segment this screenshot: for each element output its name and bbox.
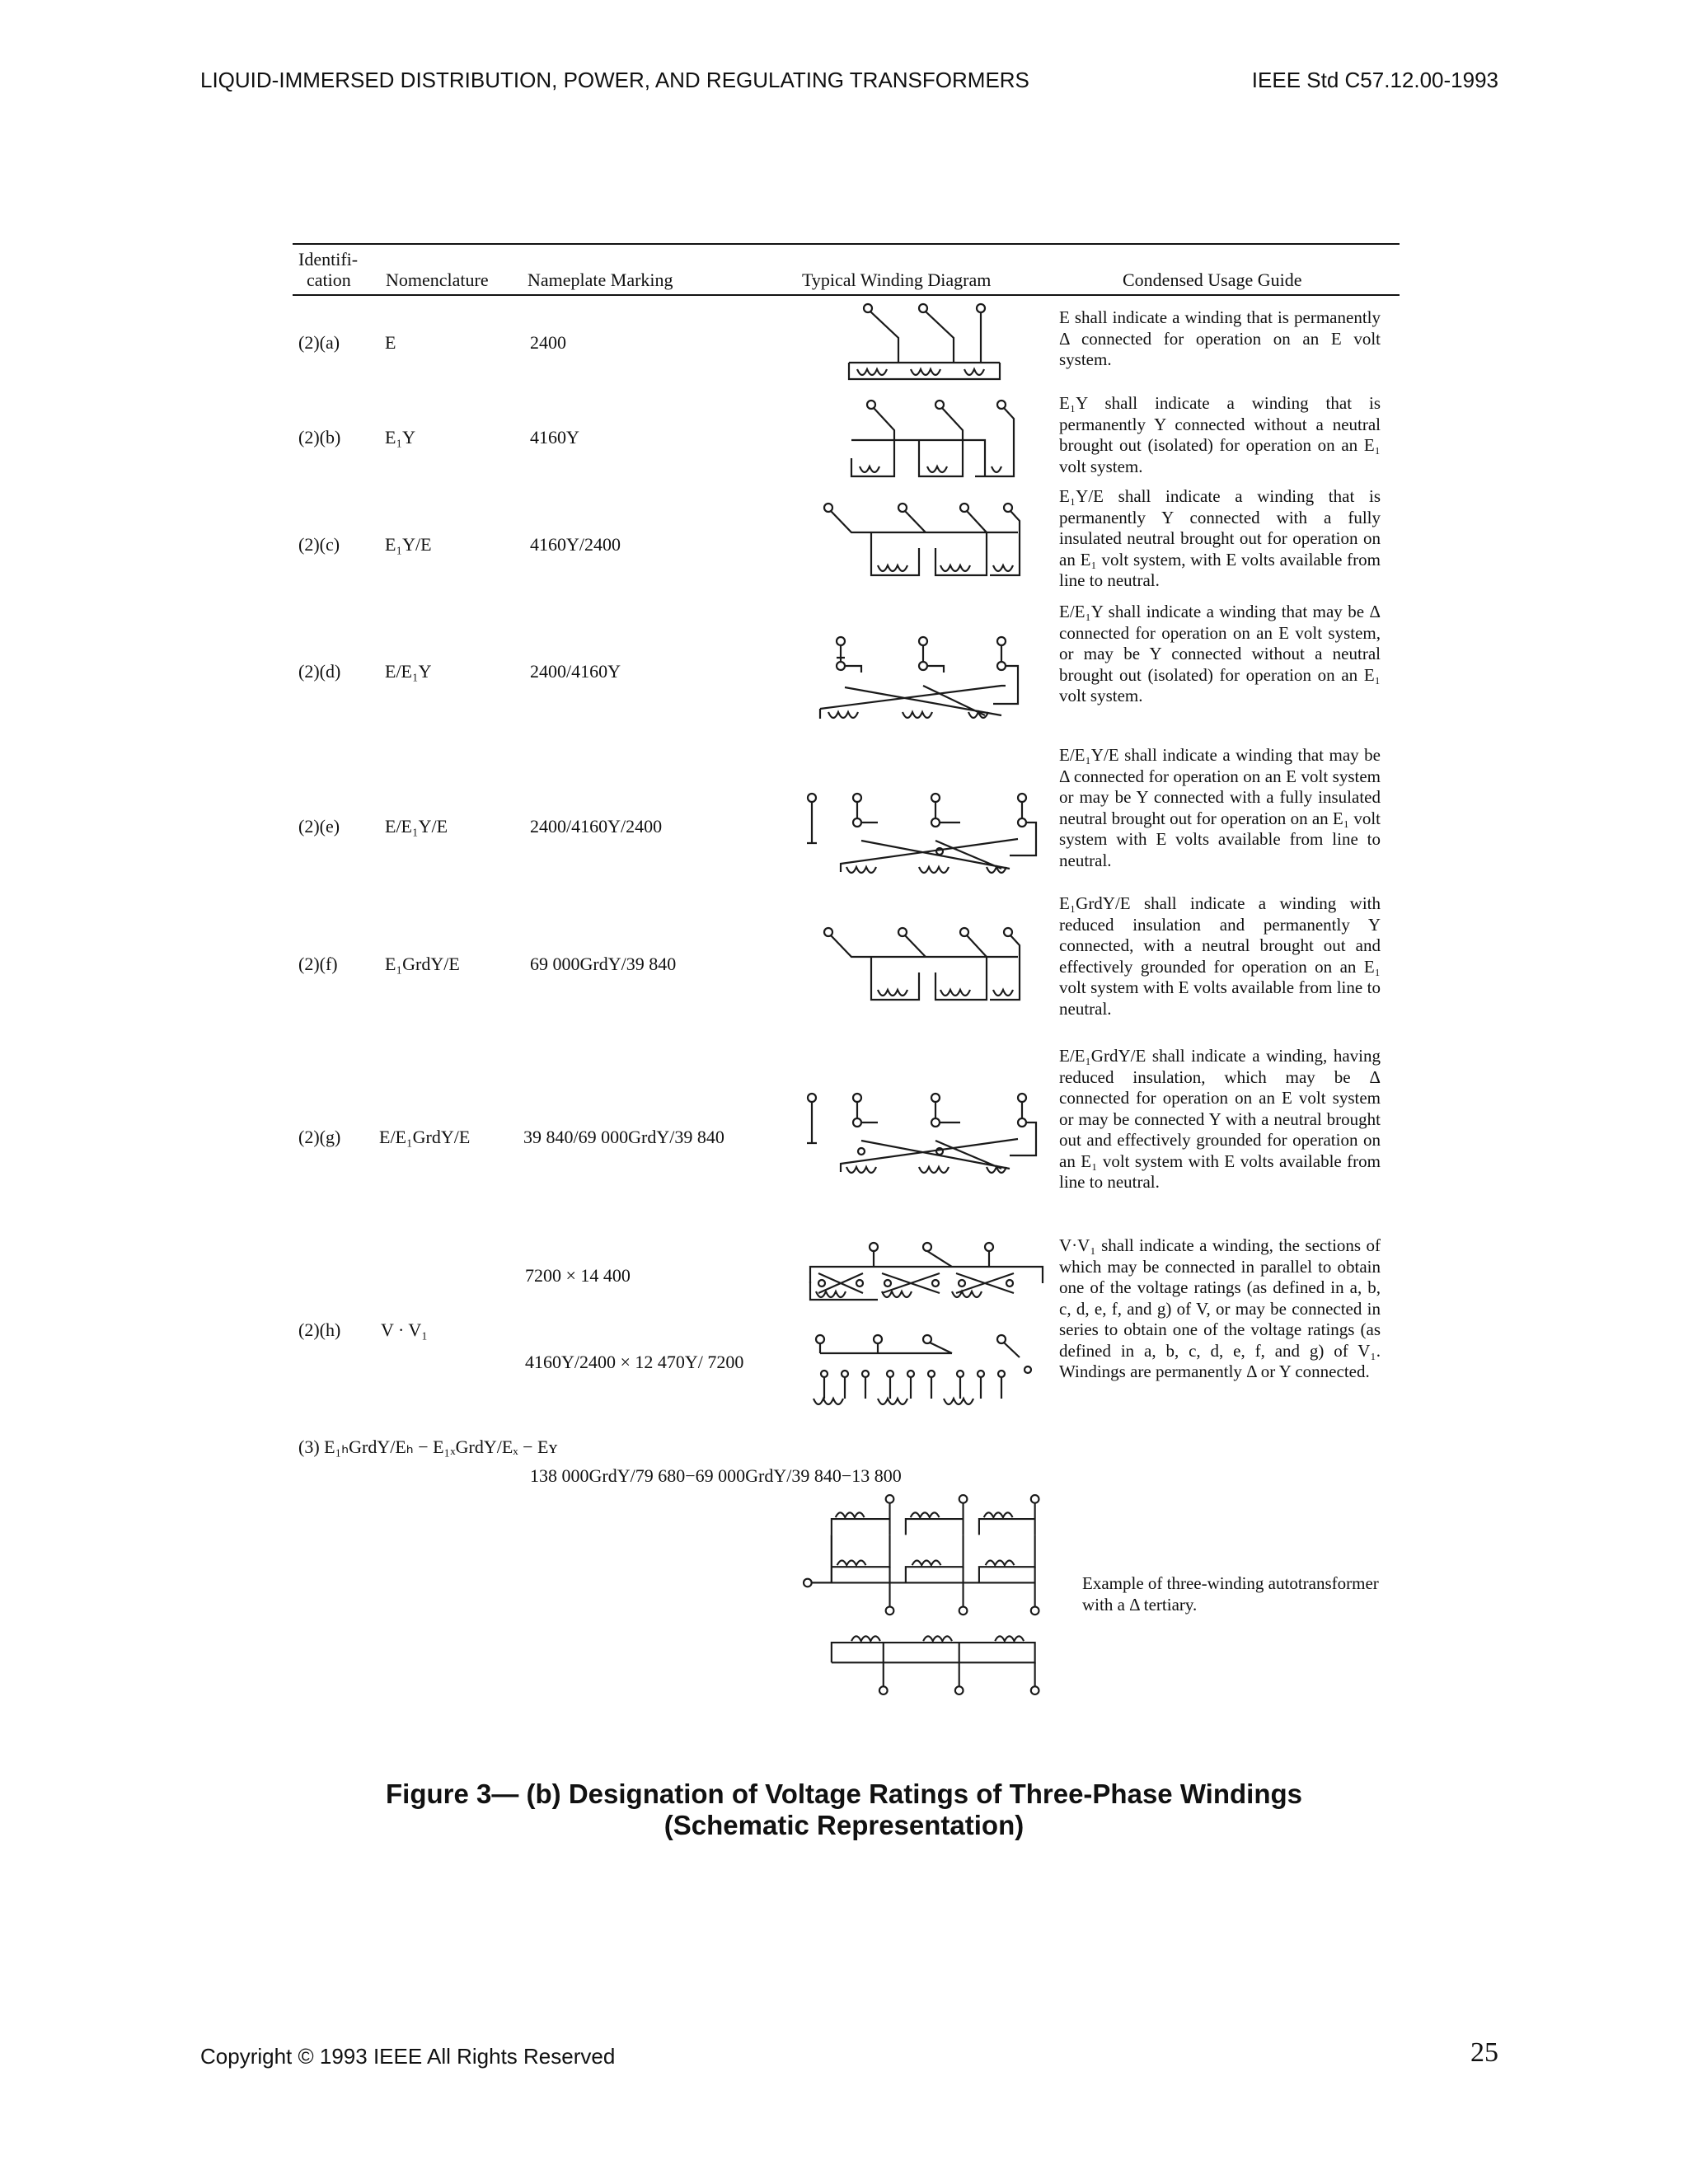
page-number: 25 [1470, 2037, 1498, 2068]
delta-grounded-wye-winding-diagram [804, 1090, 1051, 1184]
row-nomenclature: E/E₁Y/E [385, 816, 448, 837]
column-header-identification [298, 249, 358, 290]
row-usage-guide: E/E₁Y shall indicate a winding that may be Δ connected for operation on an E volt system, or may be Y connected without a neutral brought out (isolated) for operation on an E₁ volt system. [1059, 602, 1381, 705]
table-top-rule [293, 243, 1400, 245]
wye-winding-diagram [795, 401, 1043, 487]
running-header-title: LIQUID-IMMERSED DISTRIBUTION, POWER, AND REGULATING TRANSFORMERS [200, 68, 1029, 92]
column-header-usage-guide: Condensed Usage Guide [1123, 269, 1302, 290]
row-nomenclature: V · V₁ [381, 1319, 428, 1340]
row-usage-guide: E shall indicate a winding that is permanently Δ connected for operation on an E volt system. [1059, 307, 1381, 369]
row-identification: (2)(g) [298, 1127, 341, 1147]
column-header-nomenclature: Nomenclature [386, 269, 489, 290]
series-parallel-winding-diagram [804, 1242, 1051, 1419]
row-identification: (2)(h) [298, 1319, 341, 1340]
row-usage-guide: E₁GrdY/E shall indicate a winding with reduced insulation and permanently Y connected, with a neutral brought out and effectively grounded for operation on an E₁ volt system with E volts available from line to neutral. [1059, 893, 1381, 1019]
column-header-identification-line2: cation [307, 269, 351, 290]
footer-copyright: Copyright © 1993 IEEE All Rights Reserved [200, 2044, 616, 2069]
row-nameplate-marking: 7200 × 14 400 [525, 1265, 631, 1286]
row-identification: (2)(d) [298, 661, 341, 682]
row-nameplate-marking: 69 000GrdY/39 840 [530, 954, 677, 974]
column-header-identification-line1: Identifi- [298, 249, 359, 269]
row-usage-guide: E₁Y/E shall indicate a winding that is permanently Y connected with a fully insulated neutral brought out for operation on an E₁ volt system, with E volts available from line to neutral. [1059, 486, 1381, 590]
row-nomenclature: E [385, 332, 396, 353]
row-usage-guide: E₁Y shall indicate a winding that is permanently Y connected without a neutral brought out (isolated) for operation on an E₁ volt system. [1059, 393, 1381, 476]
row-identification: (2)(e) [298, 816, 340, 837]
section-3-example-note: Example of three-winding autotransformer with a Δ tertiary. [1082, 1573, 1379, 1615]
row-nameplate-marking: 2400 [530, 332, 566, 353]
row-usage-guide: E/E₁Y/E shall indicate a winding that may be Δ connected for operation on an E volt system or may be Y connected with a fully insulated neutral brought out for operation on an E₁ volt system with E volts available from line to neutral. [1059, 745, 1381, 870]
three-winding-autotransformer-diagram [804, 1492, 1059, 1702]
row-nomenclature: E₁Y/E [385, 534, 432, 555]
row-nomenclature: E₁GrdY/E [385, 954, 460, 974]
figure-title-line1: Figure 3— (b) Designation of Voltage Ratings of Three-Phase Windings [386, 1779, 1302, 1809]
row-nomenclature: E/E₁Y [385, 661, 432, 682]
row-nameplate-marking: 2400/4160Y [530, 661, 621, 682]
table-header-rule [293, 294, 1400, 296]
grounded-wye-winding-diagram [795, 927, 1043, 1014]
row-identification: (2)(f) [298, 954, 338, 974]
column-header-nameplate-marking: Nameplate Marking [528, 269, 673, 290]
row-nomenclature: E/E₁GrdY/E [379, 1127, 471, 1147]
figure-title [0, 1779, 1688, 1841]
row-nameplate-marking: 2400/4160Y/2400 [530, 816, 663, 837]
figure-title-line2: (Schematic Representation) [663, 1810, 1025, 1840]
row-identification: (2)(c) [298, 534, 340, 555]
row-nomenclature: E₁Y [385, 427, 415, 448]
section-3-nameplate-marking: 138 000GrdY/79 680−69 000GrdY/39 840−13 800 [530, 1465, 902, 1486]
delta-winding-diagram [795, 303, 1043, 390]
wye-neutral-winding-diagram [795, 503, 1043, 589]
section-3-label: (3) E₁ₕGrdY/Eₕ − E₁ₓGrdY/Eₓ − Eʏ [298, 1436, 558, 1457]
row-usage-guide: V·V₁ shall indicate a winding, the sections of which may be connected in parallel to obtain one of the voltage ratings (as defined in a, b, c, d, e, f, and g) of V, or may be connected in series to obtain one of the voltage ratings (as defined in a, b, c, d, e, f, and g) of V₁. Windings are permanently Δ or Y connected. [1059, 1235, 1381, 1381]
delta-wye-neutral-winding-diagram [804, 790, 1051, 884]
running-header-standard: IEEE Std C57.12.00-1993 [1251, 68, 1498, 92]
row-nameplate-marking: 4160Y [530, 427, 579, 448]
column-header-winding-diagram: Typical Winding Diagram [802, 269, 992, 290]
row-usage-guide: E/E₁GrdY/E shall indicate a winding, having reduced insulation, which may be Δ connected for operation on an E volt system or may be connected Y with a neutral brought out and effectively grounded for operation on an E₁ volt system with E volts available from line to neutral. [1059, 1046, 1381, 1192]
row-nameplate-marking: 4160Y/2400 [530, 534, 621, 555]
row-identification: (2)(b) [298, 427, 341, 448]
row-nameplate-marking-series: 4160Y/2400 × 12 470Y/ 7200 [525, 1352, 744, 1372]
row-nameplate-marking: 39 840/69 000GrdY/39 840 [523, 1127, 724, 1147]
delta-wye-winding-diagram [795, 636, 1043, 731]
row-identification: (2)(a) [298, 332, 340, 353]
